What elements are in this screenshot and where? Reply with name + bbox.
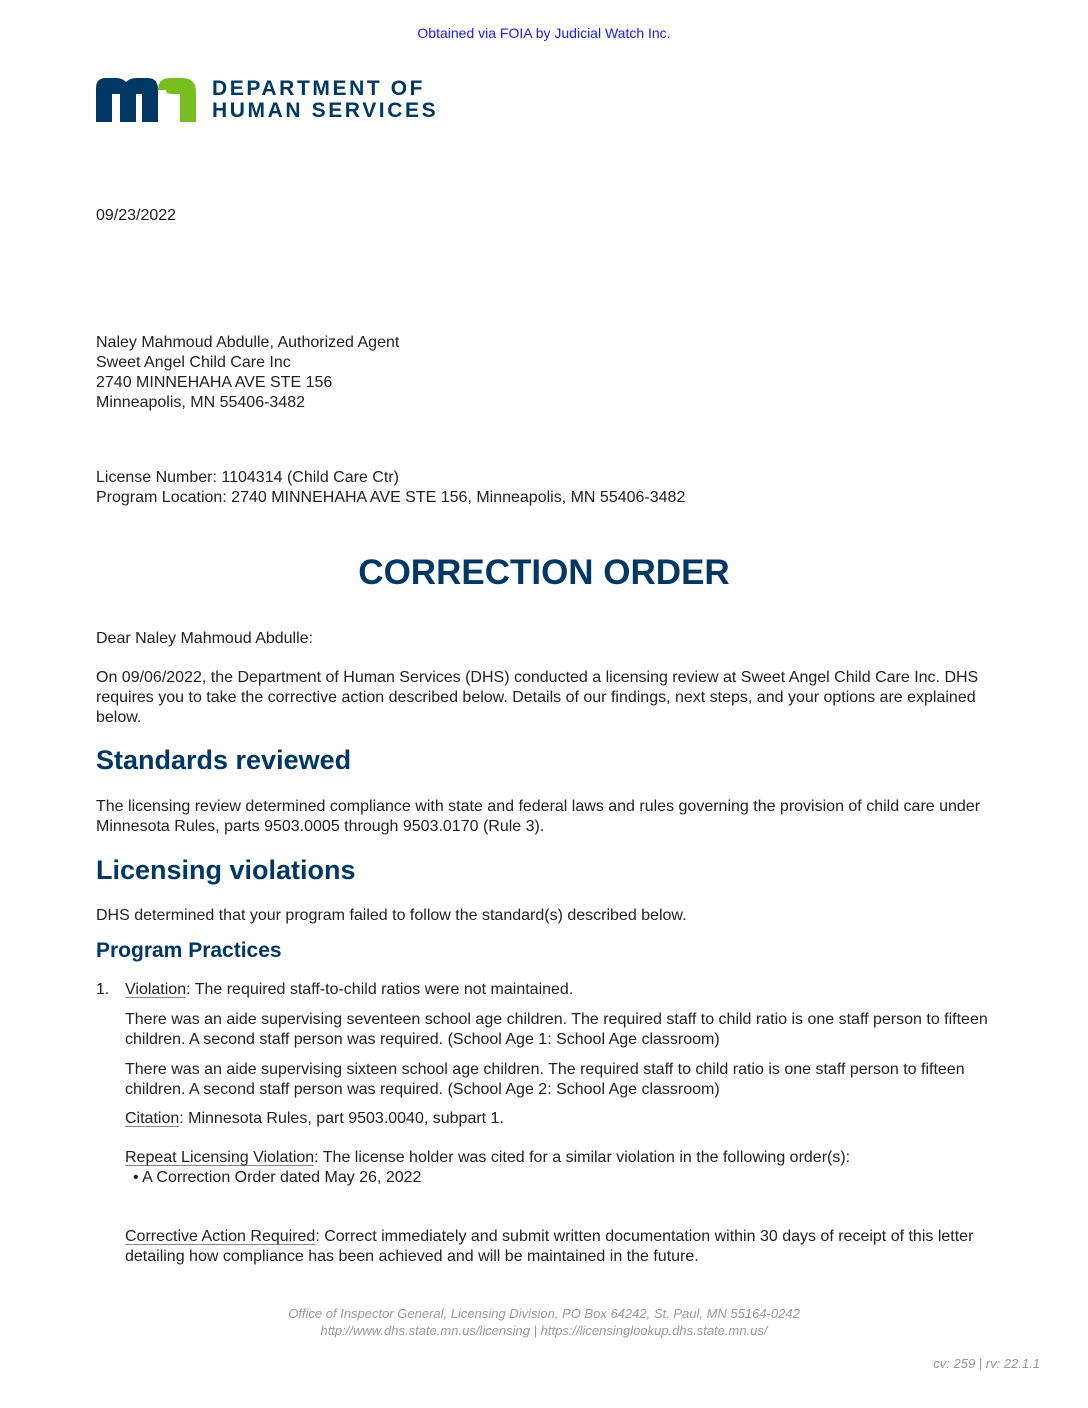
org-name-line1: DEPARTMENT OF (212, 77, 426, 100)
program-location: Program Location: 2740 MINNEHAHA AVE STE 156, Minneapolis, MN 55406-3482 (96, 489, 686, 506)
intro-paragraph: On 09/06/2022, the Department of Human Services (DHS) conducted a licensing review at Sweet Angel Child Care Inc. DHS requires you to take the corrective action described below. Details of our findings, next steps, and your options are explained below. (96, 669, 979, 726)
citation-text: : Minnesota Rules, part 9503.0040, subpart 1. (179, 1110, 504, 1127)
violation-line (125, 980, 573, 1000)
repeat-violation-line (125, 1148, 850, 1168)
standards-heading: Standards reviewed (96, 745, 352, 775)
recipient-address (96, 333, 399, 413)
repeat-text: : The license holder was cited for a similar violation in the following order(s): (314, 1149, 851, 1166)
org-name (212, 78, 438, 122)
mn-logo-icon (96, 78, 196, 122)
citation-line (125, 1109, 504, 1129)
finding-2: There was an aide supervising sixteen school age children. The required staff to child ratio is one staff person to fifteen children. A second staff person was required. (School Age 2: School Age classroom) (125, 1061, 965, 1098)
bullet-icon: • (133, 1169, 143, 1186)
corrective-text: : Correct immediately and submit written documentation within 30 days of receipt of this letter detailing how compliance has been achieved and will be maintained in the future. (125, 1228, 974, 1265)
repeat-order-item (133, 1168, 421, 1188)
recipient-city: Minneapolis, MN 55406-3482 (96, 394, 306, 411)
repeat-label: Repeat Licensing Violation (125, 1149, 315, 1166)
violation-number: 1. (96, 981, 110, 998)
violation-label: Violation (125, 981, 187, 998)
corrective-label: Corrective Action Required (125, 1228, 316, 1245)
finding-1: There was an aide supervising seventeen school age children. The required staff to child ratio is one staff person to fifteen children. A second staff person was required. (School Age 1: School Age classroom) (125, 1011, 988, 1048)
recipient-street: 2740 MINNEHAHA AVE STE 156 (96, 374, 333, 391)
footer-address: Office of Inspector General, Licensing Division, PO Box 64242, St. Paul, MN 55164-0242 (288, 1306, 800, 1321)
violations-heading: Licensing violations (96, 855, 356, 885)
violations-body: DHS determined that your program failed to follow the standard(s) described below. (96, 907, 687, 924)
repeat-order-text: A Correction Order dated May 26, 2022 (142, 1169, 422, 1186)
greeting: Dear Naley Mahmoud Abdulle: (96, 630, 314, 647)
recipient-name: Naley Mahmoud Abdulle, Authorized Agent (96, 334, 400, 351)
license-info (96, 468, 685, 508)
version-info: cv: 259 | rv: 22.1.1 (933, 1356, 1040, 1371)
org-name-line2: HUMAN SERVICES (212, 99, 439, 122)
document-title: CORRECTION ORDER (358, 553, 730, 592)
license-number: License Number: 1104314 (Child Care Ctr) (96, 469, 399, 486)
letter-date: 09/23/2022 (96, 207, 177, 224)
recipient-org: Sweet Angel Child Care Inc (96, 354, 291, 371)
violation-text: : The required staff-to-child ratios were not maintained. (186, 981, 574, 998)
citation-label: Citation (125, 1110, 180, 1127)
program-practices-heading: Program Practices (96, 939, 282, 962)
standards-body: The licensing review determined compliance with state and federal laws and rules governing the provision of child care under Minnesota Rules, parts 9503.0005 through 9503.0170 (Rule 3). (96, 798, 981, 835)
corrective-action-line (125, 1227, 1015, 1267)
foia-watermark: Obtained via FOIA by Judicial Watch Inc. (417, 25, 671, 41)
footer-links[interactable]: http://www.dhs.state.mn.us/licensing | https://licensinglookup.dhs.state.mn.us/ (320, 1323, 768, 1338)
dhs-logo (96, 76, 438, 124)
